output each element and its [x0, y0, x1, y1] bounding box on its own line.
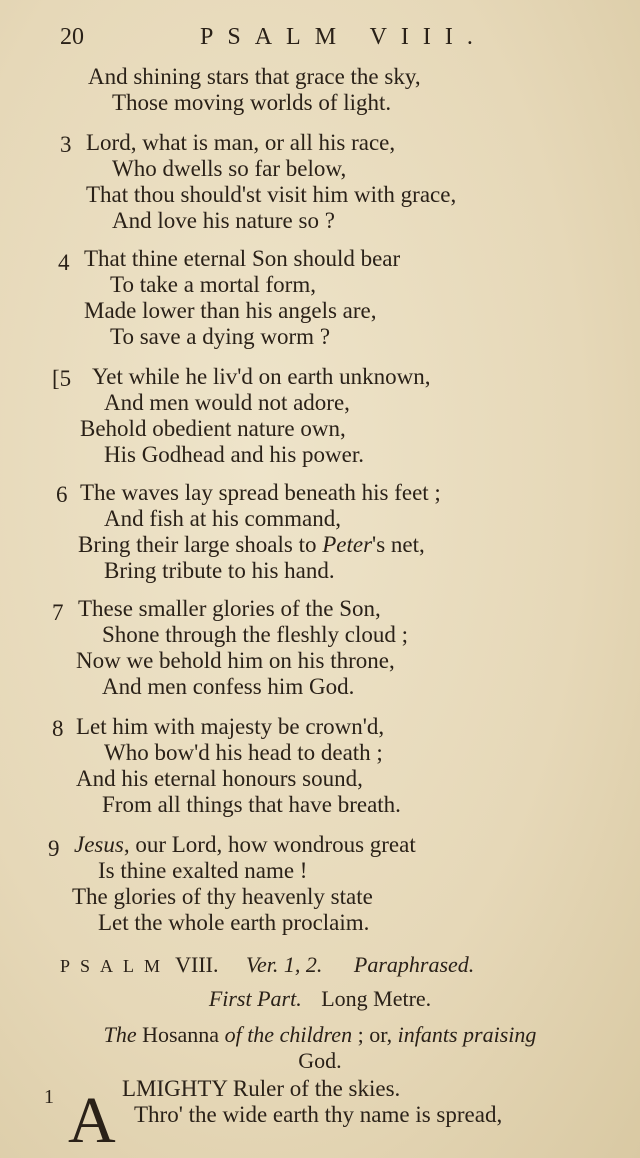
stanza-number: [5	[52, 366, 72, 391]
verse-line: To save a dying worm ?	[110, 324, 331, 349]
verse-line: Bring tribute to his hand.	[104, 558, 335, 583]
verse-text-italic: Peter	[322, 532, 373, 557]
stanza-number: 6	[56, 482, 68, 507]
verse-text: Bring their large shoals to	[78, 532, 323, 557]
verse-line: To take a mortal form,	[110, 272, 316, 297]
verse-line: His Godhead and his power.	[104, 442, 364, 467]
verse-line: Made lower than his angels are,	[84, 298, 377, 323]
page-header	[60, 22, 500, 56]
verse-line: And love his nature so ?	[112, 208, 335, 233]
verse-line-peter	[78, 532, 425, 558]
verse-line: Who dwells so far below,	[112, 156, 347, 181]
verse-line: Is thine exalted name !	[98, 858, 308, 883]
drop-cap: A	[68, 1084, 116, 1157]
stanza-number: 9	[48, 836, 60, 861]
stanza-number: 7	[52, 600, 64, 625]
verse-line: Now we behold him on his throne,	[76, 648, 395, 673]
part-heading-metre: Long Metre.	[321, 986, 432, 1011]
verse-text: 's net,	[372, 532, 425, 557]
subtitle-text: of the children	[224, 1022, 353, 1047]
subtitle-text: ; or,	[357, 1022, 393, 1047]
stanza-number: 3	[60, 132, 72, 157]
verse-line: The glories of thy heavenly state	[72, 884, 373, 909]
verse-line: Who bow'd his head to death ;	[104, 740, 383, 765]
verse-line: And men would not adore,	[104, 390, 350, 415]
verse-text-italic: Jesus	[74, 832, 124, 857]
part-heading	[0, 986, 640, 1012]
stanza-number: 8	[52, 716, 64, 741]
verse-line: Let him with majesty be crown'd,	[76, 714, 385, 739]
verse-line: These smaller glories of the Son,	[78, 596, 381, 621]
verse-line: Thro' the wide earth thy name is spread,	[134, 1102, 503, 1127]
psalm-heading-numeral: VIII.	[175, 952, 219, 977]
verse-line: Lord, what is man, or all his race,	[86, 130, 396, 155]
verse-line: And shining stars that grace the sky,	[88, 64, 421, 89]
running-title: PSALM VIII.	[200, 24, 487, 50]
verse-line: That thine eternal Son should bear	[84, 246, 401, 271]
verse-line: Shone through the fleshly cloud ;	[102, 622, 408, 647]
page-number: 20	[60, 24, 84, 50]
stanza-number: 1	[44, 1086, 54, 1108]
psalm-heading	[60, 952, 600, 979]
verse-line: LMIGHTY Ruler of the skies.	[122, 1076, 401, 1101]
part-heading-part: First Part.	[208, 986, 302, 1011]
stanza-number: 4	[58, 250, 70, 275]
subtitle-god: God.	[298, 1048, 342, 1073]
subtitle-text: Hosanna	[142, 1022, 220, 1047]
subtitle-text: infants praising	[397, 1022, 537, 1047]
verse-line: And men confess him God.	[102, 674, 355, 699]
verse-line: And his eternal honours sound,	[76, 766, 363, 791]
verse-line: From all things that have breath.	[102, 792, 401, 817]
verse-line: That thou should'st visit him with grace,	[86, 182, 457, 207]
subtitle-text: The	[103, 1022, 137, 1047]
psalm-heading-title: PSALM	[60, 956, 171, 976]
verse-line: And fish at his command,	[104, 506, 341, 531]
verse-line-jesus	[74, 832, 416, 858]
psalm-heading-note: Paraphrased.	[353, 952, 475, 977]
verse-line: Let the whole earth proclaim.	[98, 910, 370, 935]
subtitle-line	[0, 1022, 640, 1048]
verse-text: , our Lord, how wondrous great	[123, 832, 416, 857]
verse-line: Yet while he liv'd on earth unknown,	[92, 364, 431, 389]
psalm-heading-verses: Ver. 1, 2.	[246, 952, 323, 977]
verse-line: The waves lay spread beneath his feet ;	[80, 480, 441, 505]
verse-line: Behold obedient nature own,	[80, 416, 346, 441]
verse-line: Those moving worlds of light.	[112, 90, 392, 115]
